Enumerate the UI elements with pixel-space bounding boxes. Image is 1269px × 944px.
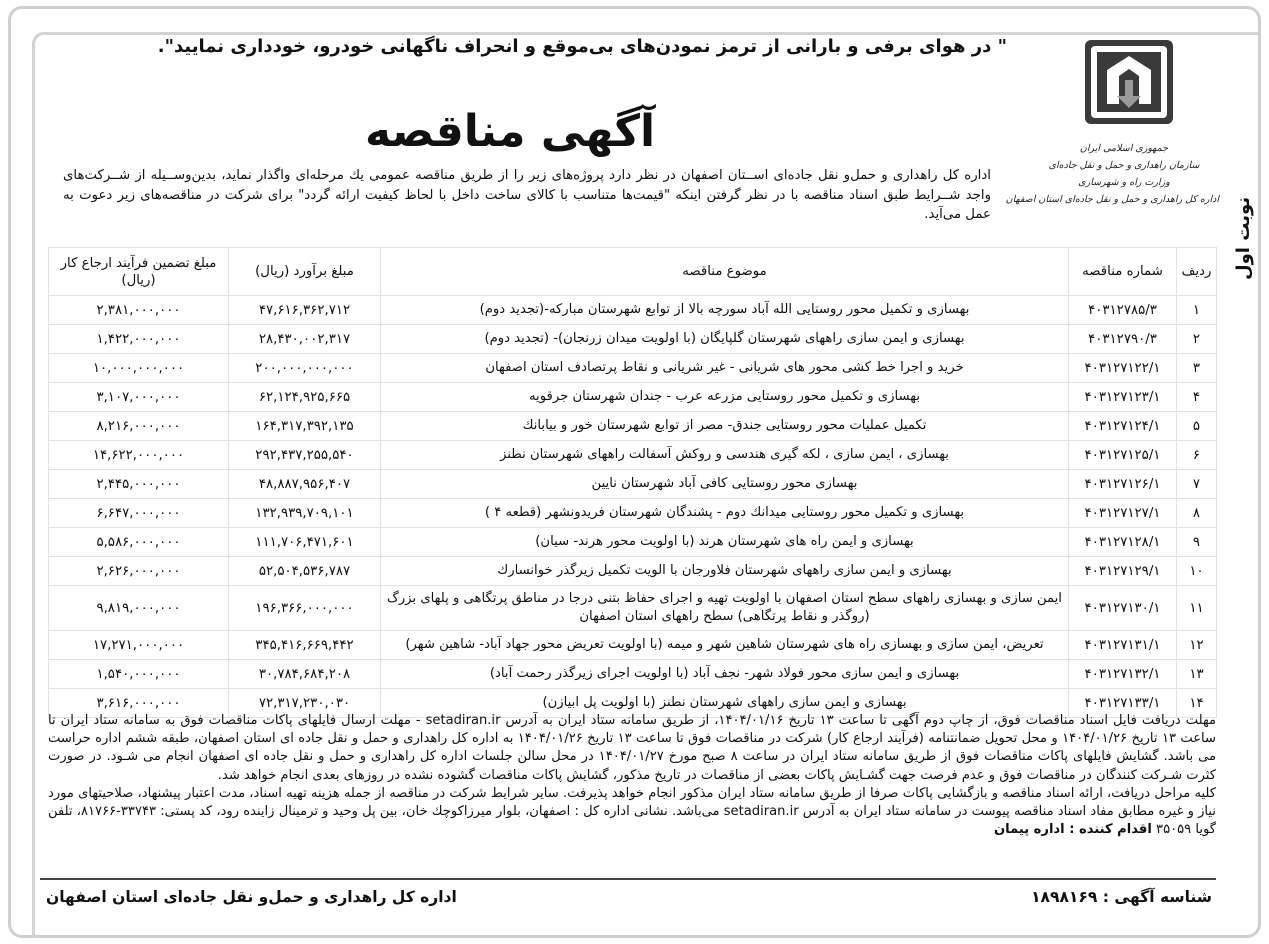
cell-estimate: ۱۳۲,۹۳۹,۷۰۹,۱۰۱ xyxy=(229,499,381,528)
deadline-paragraph: مهلت دریافت فایل اسناد مناقصات فوق، از چاپ دوم آگهی تا ساعت ۱۳ تاریخ ۱۴۰۴/۰۱/۱۶، از طریق سامانه ستاد ایران به آدرس setadiran.ir - مهلت ارسال فایلهای پاکات مناقصات فوق به سامانه ستاد ایران تا ساعت ۱۳ تاریخ ۱۴۰۴/۰۱/۲۶ و محل تحویل ضمانتنامه (فرآیند ارجاع کار) شرکت در مناقصات فوق تا ساعت ۱۳ تاریخ ۱۴۰۴/۰۱/۲۶ به اداره کل راهداری و حمل و نقل جاده ای استان اصفهان، طبقه ششم اداره حراست می باشد. گشایش فایلهای پاکات مناقصات فوق از طریق سامانه ستاد ایران در ساعت ۸ صبح مورخ ۱۴۰۴/۰۱/۲۷ در محل سالن جلسات اداره کل راهداری و حمل و نقل جاده ای اصفهان انجام می شـود. در صورت کثرت شـرکت کنندگان در مناقصات فوق و عدم فرصت جهت گشـایش پاکات بعضی از مناقصات در تاریخ مذکور، گشایش پاکات مناقصات گشوده نشده در روزهای بعدی انجام خواهد شد. xyxy=(48,713,1217,783)
logo-line-organization: سازمان راهداری و حمل و نقل جاده‌ای xyxy=(1048,160,1200,171)
cell-guarantee: ۶,۶۴۷,۰۰۰,۰۰۰ xyxy=(49,499,229,528)
cell-guarantee: ۳,۱۰۷,۰۰۰,۰۰۰ xyxy=(49,383,229,412)
cell-guarantee: ۵,۵۸۶,۰۰۰,۰۰۰ xyxy=(49,528,229,557)
header-tender-number: شماره مناقصه xyxy=(1069,248,1177,296)
road-org-logo-icon xyxy=(1085,40,1173,124)
cell-estimate: ۳۴۵,۴۱۶,۶۶۹,۴۴۲ xyxy=(229,631,381,660)
cell-estimate: ۱۱۱,۷۰۶,۴۷۱,۶۰۱ xyxy=(229,528,381,557)
cell-row: ۱ xyxy=(1177,296,1217,325)
header-estimate: مبلغ برآورد (ریال) xyxy=(229,248,381,296)
table-row xyxy=(49,325,1217,354)
cell-guarantee: ۱۷,۲۷۱,۰۰۰,۰۰۰ xyxy=(49,631,229,660)
cell-subject: خرید و اجرا خط کشی محور های شریانی - غیر شریانی و نقاط پرتصادف استان اصفهان xyxy=(381,354,1069,383)
cell-estimate: ۳۰,۷۸۴,۶۸۴,۲۰۸ xyxy=(229,660,381,689)
cell-estimate: ۶۲,۱۲۴,۹۲۵,۶۶۵ xyxy=(229,383,381,412)
cell-row: ۱۱ xyxy=(1177,586,1217,631)
header-row-number: ردیف xyxy=(1177,248,1217,296)
cell-tender-number: ۴۰۳۱۲۷۱۳۳/۱ xyxy=(1069,689,1177,718)
cell-estimate: ۲۸,۴۳۰,۰۰۲,۳۱۷ xyxy=(229,325,381,354)
cell-guarantee: ۲,۳۸۱,۰۰۰,۰۰۰ xyxy=(49,296,229,325)
table-row xyxy=(49,660,1217,689)
action-by-label: اقدام کننده : اداره پیمان xyxy=(993,822,1152,838)
cell-tender-number: ۴۰۳۱۲۷۱۲۹/۱ xyxy=(1069,557,1177,586)
logo-caption xyxy=(1005,140,1219,208)
table-row xyxy=(49,383,1217,412)
cell-tender-number: ۴۰۳۱۲۷۱۲۶/۱ xyxy=(1069,470,1177,499)
logo-line-province-office: اداره کل راهداری و حمل و نقل جاده‌ای استان اصفهان xyxy=(1005,194,1219,205)
cell-subject: بهسازی و تکمیل محور روستایی الله آباد سورچه بالا از توابع شهرستان مبارکه-(تجدید دوم) xyxy=(381,296,1069,325)
cell-subject: بهسازی و ایمن سازی راههای شهرستان نطنز (با اولویت پل ابیازن) xyxy=(381,689,1069,718)
table-row xyxy=(49,586,1217,631)
table-row xyxy=(49,441,1217,470)
cell-subject: بهسازی و ایمن سازی محور فولاد شهر- نجف آباد (با اولویت اجرای زیرگذر رحمت آباد) xyxy=(381,660,1069,689)
cell-row: ۱۴ xyxy=(1177,689,1217,718)
header-subject: موضوع مناقصه xyxy=(381,248,1069,296)
cell-estimate: ۴۸,۸۸۷,۹۵۶,۴۰۷ xyxy=(229,470,381,499)
cell-subject: بهسازی و ایمن راه های شهرستان هرند (با اولویت محور هرند- سیان) xyxy=(381,528,1069,557)
cell-subject: تکمیل عملیات محور روستایی جندق- مصر از توابع شهرستان خور و بیابانك xyxy=(381,412,1069,441)
procedure-text: کلیه مراحل دریافت، ارائه اسناد مناقصه و بازگشایی پاکات صرفا از طریق سامانه ستاد ایران مذکور انجام خواهد پذیرفت. سایر شرایط شرکت در مناقصه از جمله هزینه تهیه اسناد، مدت اعتبار پیشنهاد، صلاحیتهای مورد نیاز و غیره مطابق مفاد اسناد مناقصه پیوست در سامانه ستاد ایران به آدرس setadiran.ir می‌باشد. نشانی اداره کل : اصفهان، بلوار میرزاکوچك خان، بین پل وحید و ترمینال زاینده رود، کد پستی: ۳۳۷۴۳-۸۱۷۶۶، تلفن گویا ۳۵۰۵۹ xyxy=(48,785,1216,838)
cell-tender-number: ۴۰۳۱۲۷۱۲۳/۱ xyxy=(1069,383,1177,412)
cell-guarantee: ۱۴,۶۲۲,۰۰۰,۰۰۰ xyxy=(49,441,229,470)
table-row xyxy=(49,470,1217,499)
cell-tender-number: ۴۰۳۱۲۷۱۲۵/۱ xyxy=(1069,441,1177,470)
table-header-row xyxy=(49,248,1217,296)
cell-tender-number: ۴۰۳۱۲۷۹۰/۳ xyxy=(1069,325,1177,354)
publication-turn-label: نوبت اول xyxy=(1233,196,1254,280)
cell-row: ۳ xyxy=(1177,354,1217,383)
logo-line-ministry: وزارت راه و شهرسازی xyxy=(1078,177,1170,188)
safety-slogan: " در هوای برفی و بارانی از ترمز نمودن‌های بی‌موقع و انحراف ناگهانی خودرو، خودداری نمایید". xyxy=(157,36,1007,57)
cell-guarantee: ۲,۶۲۶,۰۰۰,۰۰۰ xyxy=(49,557,229,586)
cell-subject: بهسازی و تکمیل محور روستایی میدانك دوم - پشندگان شهرستان فریدونشهر (قطعه ۴ ) xyxy=(381,499,1069,528)
footer-organization: اداره کل راهداری و حمل‌و نقل جاده‌ای استان اصفهان xyxy=(46,888,457,906)
cell-guarantee: ۹,۸۱۹,۰۰۰,۰۰۰ xyxy=(49,586,229,631)
notice-title: آگهی مناقصه xyxy=(364,106,656,157)
tenders-table xyxy=(48,247,1217,718)
cell-guarantee: ۸,۲۱۶,۰۰۰,۰۰۰ xyxy=(49,412,229,441)
table-row xyxy=(49,354,1217,383)
cell-guarantee: ۳,۶۱۶,۰۰۰,۰۰۰ xyxy=(49,689,229,718)
cell-subject: بهسازی ، ایمن سازی ، لکه گیری هندسی و روکش آسفالت راههای شهرستان نطنز xyxy=(381,441,1069,470)
cell-tender-number: ۴۰۳۱۲۷۸۵/۳ xyxy=(1069,296,1177,325)
table-row xyxy=(49,499,1217,528)
cell-row: ۲ xyxy=(1177,325,1217,354)
cell-tender-number: ۴۰۳۱۲۷۱۳۰/۱ xyxy=(1069,586,1177,631)
cell-estimate: ۲۹۲,۴۳۷,۲۵۵,۵۴۰ xyxy=(229,441,381,470)
cell-subject: ایمن سازی و بهسازی راههای سطح استان اصفهان با اولویت تهیه و اجرای حفاظ بتنی درجا در مناطق پرتگاهی و پلهای بزرگ (روگذر و نقاط پرتگاهی) سطح راههای استان اصفهان xyxy=(381,586,1069,631)
cell-estimate: ۲۰۰,۰۰۰,۰۰۰,۰۰۰ xyxy=(229,354,381,383)
table-row xyxy=(49,412,1217,441)
cell-tender-number: ۴۰۳۱۲۷۱۲۸/۱ xyxy=(1069,528,1177,557)
cell-row: ۶ xyxy=(1177,441,1217,470)
cell-guarantee: ۲,۴۴۵,۰۰۰,۰۰۰ xyxy=(49,470,229,499)
cell-guarantee: ۱۰,۰۰۰,۰۰۰,۰۰۰ xyxy=(49,354,229,383)
cell-row: ۸ xyxy=(1177,499,1217,528)
table-row xyxy=(49,557,1217,586)
cell-row: ۴ xyxy=(1177,383,1217,412)
cell-tender-number: ۴۰۳۱۲۷۱۲۴/۱ xyxy=(1069,412,1177,441)
cell-subject: تعریض، ایمن سازی و بهسازی راه های شهرستان شاهین شهر و میمه (با اولویت تعریض محور جهاد آباد- شاهین شهر) xyxy=(381,631,1069,660)
cell-estimate: ۵۲,۵۰۴,۵۳۶,۷۸۷ xyxy=(229,557,381,586)
footer xyxy=(40,884,1216,914)
header-guarantee: مبلغ تضمین فرآیند ارجاع کار (ریال) xyxy=(49,248,229,296)
cell-row: ۱۰ xyxy=(1177,557,1217,586)
cell-row: ۵ xyxy=(1177,412,1217,441)
cell-subject: بهسازی محور روستایی کافی آباد شهرستان نایین xyxy=(381,470,1069,499)
cell-guarantee: ۱,۴۲۲,۰۰۰,۰۰۰ xyxy=(49,325,229,354)
cell-row: ۱۲ xyxy=(1177,631,1217,660)
table-row xyxy=(49,631,1217,660)
cell-subject: بهسازی و تکمیل محور روستایی مزرعه عرب - جندان شهرستان جرقویه xyxy=(381,383,1069,412)
logo-line-country: جمهوری اسلامی ایران xyxy=(1079,143,1169,154)
table-row xyxy=(49,296,1217,325)
procedure-paragraph xyxy=(48,785,1216,840)
intro-paragraph: اداره کل راهداری و حمل‌و نقل جاده‌ای اســتان اصفهان در نظر دارد پروژه‌های زیر را از طریق مناقصه عمومی یك مرحله‌ای واگذار نماید، بدین‌وســیله از شــرکت‌های واجد شــرایط طبق اسناد مناقصه با در نظر گرفتن اینکه "قیمت‌ها متناسب با کالای ساخت داخل با لحاظ کیفیت ارائه گردد" برای شرکت در مناقصه‌های زیر دعوت به عمل می‌آید. xyxy=(63,168,991,222)
cell-estimate: ۱۶۴,۳۱۷,۳۹۲,۱۳۵ xyxy=(229,412,381,441)
table-row xyxy=(49,528,1217,557)
cell-guarantee: ۱,۵۴۰,۰۰۰,۰۰۰ xyxy=(49,660,229,689)
cell-row: ۷ xyxy=(1177,470,1217,499)
cell-row: ۱۳ xyxy=(1177,660,1217,689)
cell-estimate: ۷۲,۳۱۷,۲۳۰,۰۳۰ xyxy=(229,689,381,718)
cell-row: ۹ xyxy=(1177,528,1217,557)
conditions-text xyxy=(48,712,1216,839)
cell-estimate: ۴۷,۶۱۶,۳۶۲,۷۱۲ xyxy=(229,296,381,325)
notice-id: شناسه آگهی : ۱۸۹۸۱۶۹ xyxy=(1031,888,1212,906)
cell-tender-number: ۴۰۳۱۲۷۱۲۷/۱ xyxy=(1069,499,1177,528)
cell-tender-number: ۴۰۳۱۲۷۱۳۱/۱ xyxy=(1069,631,1177,660)
footer-divider xyxy=(40,878,1216,880)
cell-subject: بهسازی و ایمن سازی راههای شهرستان گلپایگان (با اولویت میدان زرنجان)- (تجدید دوم) xyxy=(381,325,1069,354)
cell-subject: بهسازی و ایمن سازی راههای شهرستان فلاورجان با الویت تکمیل زیرگذر خوانسارك xyxy=(381,557,1069,586)
cell-estimate: ۱۹۶,۳۶۶,۰۰۰,۰۰۰ xyxy=(229,586,381,631)
cell-tender-number: ۴۰۳۱۲۷۱۲۲/۱ xyxy=(1069,354,1177,383)
cell-tender-number: ۴۰۳۱۲۷۱۳۲/۱ xyxy=(1069,660,1177,689)
